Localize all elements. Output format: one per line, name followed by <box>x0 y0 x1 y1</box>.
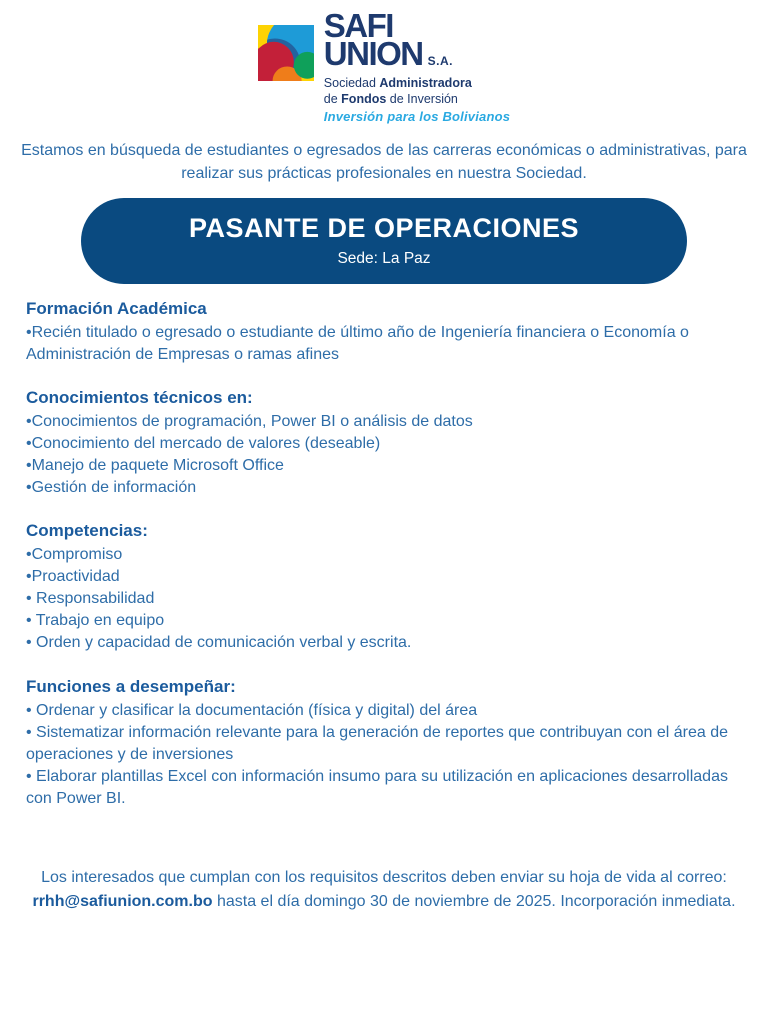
logo <box>0 0 768 124</box>
section-heading: Formación Académica <box>26 298 207 318</box>
bullet-item: • Sistematizar información relevante para la generación de reportes que contribuyan con el área de operaciones y de inversiones <box>26 723 729 763</box>
logo-subtitle-part: de <box>323 92 342 106</box>
job-location: Sede: La Paz <box>337 250 431 268</box>
flyer-body <box>0 299 768 810</box>
section-conocimientos-tecnicos <box>26 388 742 499</box>
section-heading: Competencias: <box>26 521 148 541</box>
section-competencias <box>26 521 742 654</box>
bullet-item: • Ordenar y clasificar la documentación (física y digital) del área <box>26 701 478 719</box>
bullet-item: • Orden y capacidad de comunicación verbal y escrita. <box>26 634 412 652</box>
intro-text: Estamos en búsqueda de estudiantes o egresados de las carreras económicas o administrativas, para realizar sus prácticas profesionales en nuestra Sociedad. <box>21 142 747 182</box>
logo-subtitle-part: de Inversión <box>386 92 458 106</box>
logo-header <box>0 0 768 124</box>
section-funciones <box>26 677 742 810</box>
application-instructions <box>14 866 754 914</box>
apply-text-after: hasta el día domingo 30 de noviembre de 2025. Incorporación inmediata. <box>212 892 736 910</box>
logo-word-union: UNION <box>323 35 423 73</box>
bullet-item: • Elaborar plantillas Excel con información insumo para su utilización en aplicaciones desarrolladas con Power BI. <box>26 767 728 807</box>
bullet-item: •Conocimientos de programación, Power BI o análisis de datos <box>26 412 473 430</box>
bullet-item: •Conocimiento del mercado de valores (deseable) <box>26 434 381 452</box>
bullet-item: •Compromiso <box>26 546 123 564</box>
contact-email: rrhh@safiunion.com.bo <box>32 892 213 910</box>
logo-text <box>323 7 511 125</box>
bullet-item: •Gestión de información <box>26 479 197 497</box>
section-formacion-academica <box>26 299 742 366</box>
logo-subtitle-part: Sociedad <box>323 75 380 90</box>
safi-union-logo-mark-icon <box>258 25 314 81</box>
section-heading: Funciones a desempeñar: <box>26 676 236 696</box>
bullet-item: •Manejo de paquete Microsoft Office <box>26 457 284 474</box>
bullet-item: • Responsabilidad <box>26 590 155 608</box>
logo-subtitle <box>324 75 472 108</box>
logo-subtitle-part-bold: Administradora <box>379 75 472 90</box>
job-title: PASANTE DE OPERACIONES <box>188 213 580 244</box>
logo-suffix-sa: S.A. <box>427 54 453 69</box>
logo-word-safi: SAFI <box>323 7 393 44</box>
logo-tagline: Inversión para los Bolivianos <box>323 109 511 125</box>
apply-text-before: Los interesados que cumplan con los requisitos descritos deben enviar su hoja de vida al correo: <box>41 868 727 886</box>
logo-subtitle-part-bold: Fondos <box>341 92 387 106</box>
bullet-item: • Trabajo en equipo <box>26 612 165 630</box>
section-heading: Conocimientos técnicos en: <box>26 387 253 407</box>
logo-wordmark <box>323 7 453 73</box>
bullet-item: •Proactividad <box>26 568 120 586</box>
job-title-banner <box>81 198 687 284</box>
bullet-item: •Recién titulado o egresado o estudiante de último año de Ingeniería financiera o Economía o Administración de Empresas o ramas afines <box>26 323 689 363</box>
